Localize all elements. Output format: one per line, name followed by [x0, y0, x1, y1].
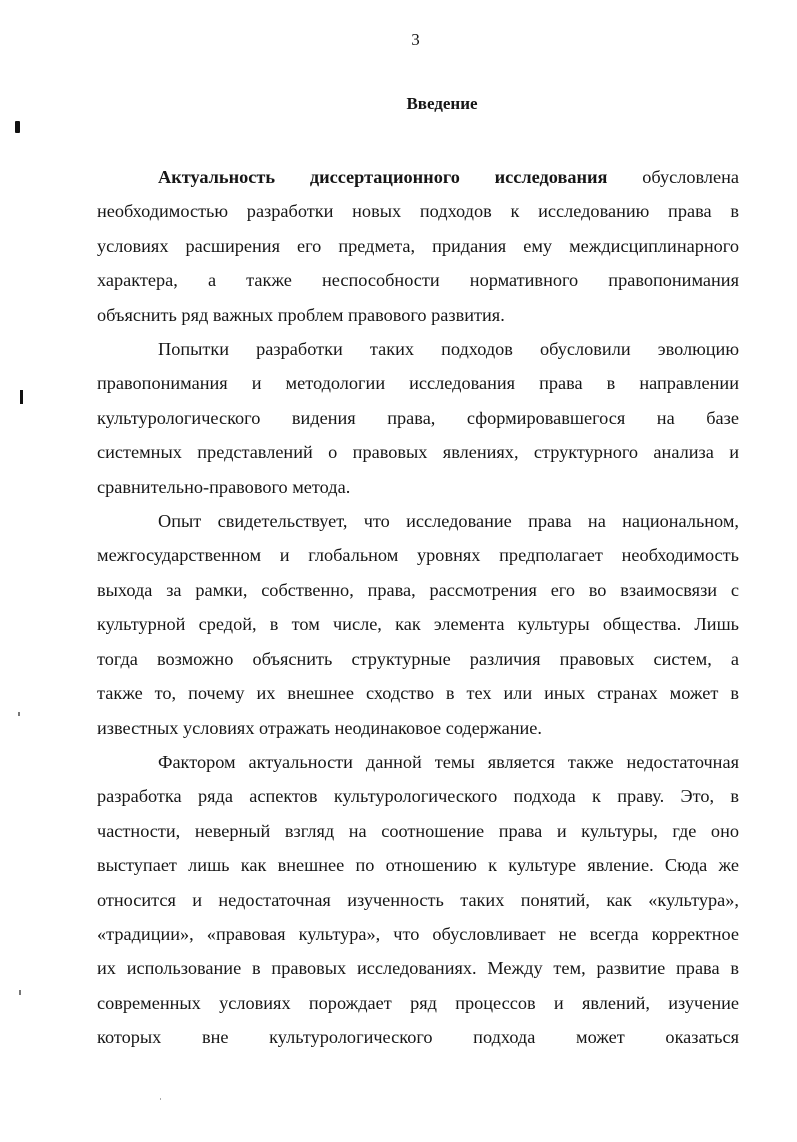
- text-line: [97, 779, 739, 813]
- line-text: обусловлена: [607, 167, 739, 187]
- scan-artifact-mark: [20, 390, 23, 404]
- line-text: частности, неверный взгляд на соотношение права и культуры, где оно: [97, 820, 739, 841]
- line-text: также то, почему их внешнее сходство в тех или иных странах может в: [97, 683, 739, 704]
- text-line: [97, 607, 739, 641]
- text-line: [97, 366, 739, 400]
- section-heading: Введение: [406, 94, 478, 113]
- scan-artifact-mark: [15, 121, 20, 133]
- page-number: 3: [411, 30, 420, 49]
- line-text: межгосударственном и глобальном уровнях предполагает необходимость: [97, 545, 739, 566]
- text-line: [97, 401, 739, 435]
- text-line: [97, 986, 739, 1020]
- line-text: правопонимания и методологии исследования права в направлении: [97, 373, 739, 394]
- line-text: культурной средой, в том числе, как элемента культуры общества. Лишь: [97, 614, 739, 635]
- text-line: [97, 504, 739, 538]
- body-text: [97, 160, 739, 1055]
- line-text: их использование в правовых исследованиях. Между тем, развитие права в: [97, 958, 739, 979]
- paragraph: [97, 745, 739, 1055]
- text-line: [97, 263, 739, 297]
- line-text: современных условиях порождает ряд процессов и явлений, изучение: [97, 992, 739, 1013]
- text-line: [97, 470, 739, 504]
- line-text: разработка ряда аспектов культурологического подхода к праву. Это, в: [97, 786, 739, 807]
- text-line: [97, 229, 739, 263]
- text-line: [97, 917, 739, 951]
- paragraph: [97, 160, 739, 332]
- text-line: [97, 676, 739, 710]
- line-text: «традиции», «правовая культура», что обусловливает не всегда корректное: [97, 923, 739, 944]
- text-line: [97, 1020, 739, 1054]
- scan-artifact-mark: [18, 712, 20, 716]
- line-text: сравнительно-правового метода.: [97, 476, 351, 497]
- line-text: характера, а также неспособности нормативного правопонимания: [97, 270, 739, 291]
- line-text: тогда возможно объяснить структурные различия правовых систем, а: [97, 648, 739, 669]
- scan-artifact-mark: [160, 1098, 161, 1100]
- line-text: Попытки разработки таких подходов обусловили эволюцию: [158, 339, 739, 360]
- line-text: выхода за рамки, собственно, права, рассмотрения его во взаимосвязи с: [97, 579, 739, 600]
- text-line: [97, 814, 739, 848]
- line-text: необходимостью разработки новых подходов к исследованию права в: [97, 201, 739, 222]
- paragraph: [97, 504, 739, 745]
- text-line: [97, 194, 739, 228]
- text-line: [97, 538, 739, 572]
- text-line: [97, 573, 739, 607]
- line-text: объяснить ряд важных проблем правового развития.: [97, 304, 505, 325]
- line-text: выступает лишь как внешнее по отношению к культуре явление. Сюда же: [97, 855, 739, 876]
- line-text: Опыт свидетельствует, что исследование права на национальном,: [158, 511, 739, 532]
- line-text: условиях расширения его предмета, придания ему междисциплинарного: [97, 235, 739, 256]
- text-line: [97, 435, 739, 469]
- text-line: [97, 848, 739, 882]
- line-text: Фактором актуальности данной темы является также недостаточная: [158, 751, 739, 772]
- paragraph: [97, 332, 739, 504]
- scan-artifact-mark: [19, 990, 21, 995]
- line-text: относится и недостаточная изученность таких понятий, как «культура»,: [97, 889, 739, 910]
- line-text: известных условиях отражать неодинаковое содержание.: [97, 717, 542, 738]
- text-line: [97, 298, 739, 332]
- text-line: [97, 711, 739, 745]
- lead-phrase: Актуальность диссертационного исследования: [158, 167, 608, 187]
- text-line: [97, 883, 739, 917]
- text-line: [97, 332, 739, 366]
- text-line: [97, 642, 739, 676]
- line-text: культурологического видения права, сформировавшегося на базе: [97, 407, 739, 428]
- line-text: которых вне культурологического подхода может оказаться: [97, 1027, 739, 1048]
- text-line: [97, 160, 739, 194]
- line-text: системных представлений о правовых явлениях, структурного анализа и: [97, 442, 739, 463]
- text-line: [97, 745, 739, 779]
- text-line: [97, 951, 739, 985]
